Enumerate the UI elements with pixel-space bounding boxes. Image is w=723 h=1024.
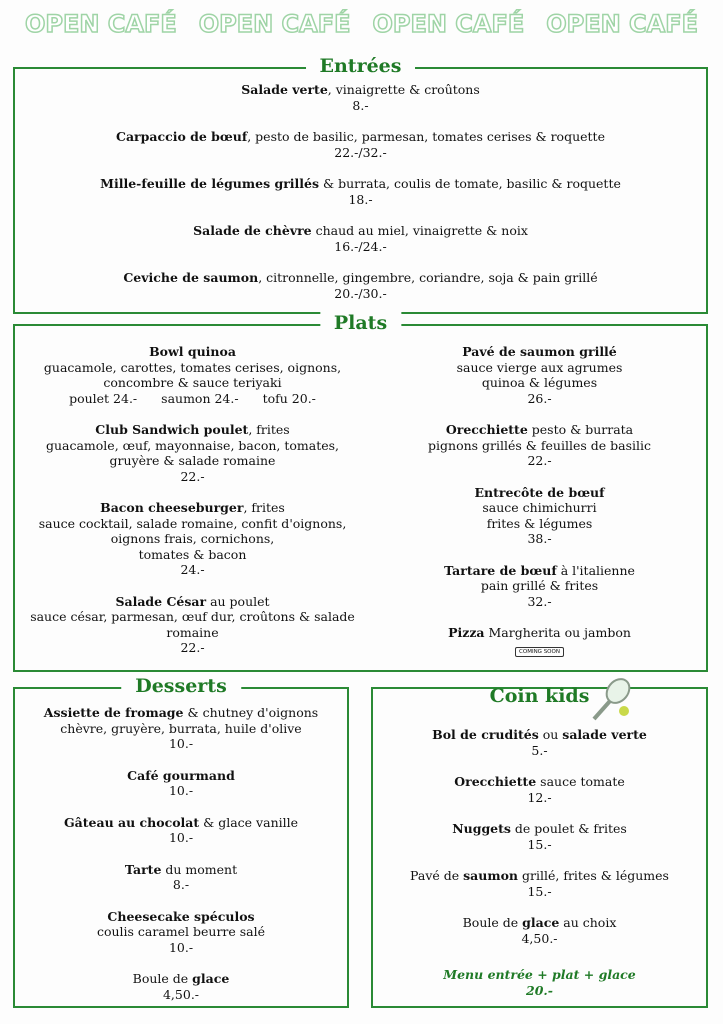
menu-item	[372, 422, 707, 469]
item-price: 4,50.-	[521, 930, 558, 946]
item-title	[15, 176, 706, 192]
item-title	[372, 422, 707, 438]
item-price: saumon 24.-	[161, 390, 239, 406]
section-title: Desserts	[121, 674, 241, 698]
dish-detail: grillé, frites & légumes	[518, 868, 669, 883]
item-price: 10.-	[168, 939, 194, 955]
dish-detail: au choix	[559, 915, 617, 930]
kids-menu-price: 20.-	[526, 982, 553, 998]
item-price: 8.-	[352, 97, 369, 113]
dish-name: salade verte	[562, 727, 647, 742]
item-price: 22.-	[180, 468, 205, 484]
dish-name: Salade verte	[241, 82, 328, 97]
item-title	[15, 270, 706, 286]
dish-detail: & burrata, coulis de tomate, basilic & roquette	[319, 176, 621, 191]
item-title	[25, 500, 360, 516]
menu-item	[25, 500, 360, 578]
menu-item	[15, 909, 347, 956]
dish-detail: du moment	[161, 861, 238, 877]
dish-name: Club Sandwich poulet	[95, 422, 249, 437]
item-description: sauce vierge aux agrumes	[456, 359, 623, 375]
menu-item	[15, 862, 347, 893]
dish-name: Ceviche de saumon	[123, 270, 259, 285]
dish-name: Salade de chèvre	[193, 223, 312, 238]
item-price: 16.-/24.-	[334, 238, 387, 254]
item-description: guacamole, carottes, tomates cerises, oignons,	[43, 359, 342, 375]
dish-name: saumon	[463, 868, 519, 883]
item-title	[15, 768, 347, 784]
coming-soon-sign	[372, 641, 707, 657]
item-prices	[25, 391, 360, 407]
tennis-racket-icon	[588, 677, 636, 723]
menu-item	[15, 82, 706, 113]
item-price: 15.-	[527, 836, 552, 852]
menu-item	[373, 821, 706, 852]
dish-name: Orecchiette	[445, 422, 528, 437]
dish-name: Tarte	[124, 861, 162, 877]
item-description: concombre & sauce teriyaki	[103, 375, 282, 390]
dish-detail: Boule de	[462, 915, 523, 930]
item-price: 38.-	[527, 531, 552, 546]
kids-menu-label: Menu entrée + plat + glace	[443, 967, 636, 982]
menu-item	[15, 971, 347, 1002]
dish-name: Salade César	[115, 593, 207, 609]
kids-list	[373, 727, 706, 962]
coming-soon-label: COMING SOON	[515, 647, 564, 657]
plats-section	[13, 312, 708, 672]
section-title: Plats	[320, 311, 401, 335]
dish-detail: Pavé de	[410, 868, 464, 883]
entrees-list	[15, 82, 706, 317]
dish-name: Gâteau au chocolat	[63, 814, 200, 830]
item-description: chèvre, gruyère, burrata, huile d'olive	[60, 720, 302, 736]
item-title	[15, 971, 347, 987]
item-title	[15, 129, 706, 145]
item-description: sauce cocktail, salade romaine, confit d'oignons,	[38, 515, 347, 531]
dish-detail: à l'italienne	[556, 562, 635, 578]
menu-item	[15, 176, 706, 207]
item-description: sauce chimichurri	[482, 500, 597, 515]
item-title	[372, 563, 707, 579]
item-price: 10.-	[168, 830, 194, 845]
item-title	[373, 774, 706, 790]
desserts-list	[15, 705, 347, 1018]
item-description: sauce césar, parmesan, œuf dur, croûtons & salade	[30, 609, 355, 624]
item-title	[373, 915, 706, 931]
item-price: 10.-	[168, 736, 194, 751]
menu-item	[373, 774, 706, 805]
item-title	[372, 485, 707, 501]
dish-name: glace	[522, 915, 560, 930]
dish-detail: , pesto de basilic, parmesan, tomates cerises & roquette	[247, 129, 605, 144]
dish-name: Bacon cheeseburger	[100, 500, 244, 515]
dish-name: Bowl quinoa	[149, 344, 236, 359]
item-price: 22.-	[180, 640, 205, 655]
dish-detail: de poulet & frites	[510, 821, 627, 836]
item-price: 18.-	[348, 191, 373, 207]
item-description: oignons frais, cornichons,	[110, 531, 275, 546]
item-title	[373, 821, 706, 837]
item-description: romaine	[166, 624, 219, 640]
logo-banner	[0, 10, 723, 38]
open-cafe-logo: OPEN CAFÉ	[198, 10, 351, 38]
item-price: 24.-	[180, 562, 205, 577]
item-price: poulet 24.-	[69, 390, 138, 406]
dish-name: Cheesecake spéculos	[107, 908, 255, 924]
kids-section	[371, 687, 708, 1008]
open-cafe-logo: OPEN CAFÉ	[372, 10, 525, 38]
dish-detail: , vinaigrette & croûtons	[327, 82, 480, 97]
dish-name: Bol de crudités	[432, 727, 539, 742]
dish-name: Entrecôte de bœuf	[474, 484, 605, 500]
item-title	[15, 909, 347, 925]
dish-detail: pesto & burrata	[527, 422, 634, 437]
menu-item	[15, 270, 706, 301]
menu-item	[373, 868, 706, 899]
item-price: 5.-	[531, 742, 548, 758]
section-title: Entrées	[306, 54, 416, 78]
dish-detail: & glace vanille	[199, 814, 299, 830]
item-description: frites & légumes	[486, 515, 593, 531]
item-title	[373, 727, 706, 743]
item-title	[15, 82, 706, 98]
dish-detail: ou	[538, 727, 563, 742]
item-price: 8.-	[172, 877, 190, 892]
menu-item	[372, 625, 707, 657]
dish-detail: Boule de	[132, 971, 193, 986]
dish-name: Carpaccio de bœuf	[116, 129, 248, 144]
menu-item	[373, 915, 706, 946]
item-price: 22.-	[527, 453, 552, 468]
menu-item	[372, 563, 707, 610]
item-title	[25, 344, 360, 360]
dish-detail: chaud au miel, vinaigrette & noix	[311, 223, 528, 238]
item-title	[373, 868, 706, 884]
item-title	[372, 625, 707, 641]
kids-menu-offer	[373, 967, 706, 998]
plats-right-list	[372, 344, 707, 673]
item-title	[25, 594, 360, 610]
item-description: pignons grillés & feuilles de basilic	[428, 437, 651, 453]
dish-detail: , frites	[243, 500, 285, 515]
dish-detail: Margherita ou jambon	[484, 625, 631, 640]
menu-item	[15, 768, 347, 799]
item-description: tomates & bacon	[138, 546, 247, 562]
menu-item	[373, 727, 706, 758]
menu-item	[372, 344, 707, 406]
item-description: guacamole, œuf, mayonnaise, bacon, tomates,	[45, 437, 340, 453]
item-description: pain grillé & frites	[480, 578, 599, 593]
dish-name: Pizza	[448, 625, 485, 640]
item-description: gruyère & salade romaine	[109, 453, 276, 468]
menu-item	[15, 129, 706, 160]
open-cafe-logo: OPEN CAFÉ	[546, 10, 699, 38]
dish-name: Orecchiette	[454, 774, 537, 789]
menu-item	[15, 705, 347, 752]
entrees-section	[13, 55, 708, 314]
item-price: 15.-	[527, 883, 552, 899]
item-title	[15, 223, 706, 239]
menu-item	[15, 223, 706, 254]
dish-name: Mille-feuille de légumes grillés	[100, 176, 320, 191]
dish-name: Pavé de saumon grillé	[462, 344, 617, 359]
item-description: quinoa & légumes	[481, 375, 598, 390]
item-price: 20.-/30.-	[334, 285, 387, 301]
item-title	[15, 705, 347, 721]
dish-detail: & chutney d'oignons	[183, 705, 319, 720]
open-cafe-logo: OPEN CAFÉ	[24, 10, 177, 38]
dish-name: glace	[192, 971, 230, 986]
item-price: 22.-/32.-	[334, 144, 387, 160]
item-price: 4,50.-	[162, 986, 200, 1002]
item-description: coulis caramel beurre salé	[96, 924, 266, 939]
plats-left-list	[25, 344, 360, 672]
menu-item	[25, 594, 360, 656]
menu-item	[15, 815, 347, 846]
dish-detail: , citronnelle, gingembre, coriandre, soja & pain grillé	[258, 270, 598, 285]
item-title	[372, 344, 707, 360]
dish-detail: au poulet	[206, 593, 270, 609]
dish-detail: sauce tomate	[536, 774, 625, 789]
desserts-section	[13, 675, 349, 1008]
item-price: 32.-	[527, 593, 552, 609]
item-title	[25, 422, 360, 438]
item-price: 12.-	[527, 789, 552, 805]
menu-item	[372, 485, 707, 547]
menu-item	[25, 344, 360, 406]
item-price: 10.-	[168, 783, 194, 798]
item-price: 26.-	[527, 390, 552, 406]
dish-detail: , frites	[248, 422, 290, 437]
dish-name: Tartare de bœuf	[444, 562, 557, 578]
dish-name: Café gourmand	[127, 767, 235, 783]
menu-item	[25, 422, 360, 484]
section-title: Coin kids	[489, 685, 590, 707]
item-title	[15, 815, 347, 831]
dish-name: Assiette de fromage	[43, 705, 184, 720]
item-price: tofu 20.-	[262, 390, 316, 406]
item-title	[15, 862, 347, 878]
dish-name: Nuggets	[452, 821, 511, 836]
